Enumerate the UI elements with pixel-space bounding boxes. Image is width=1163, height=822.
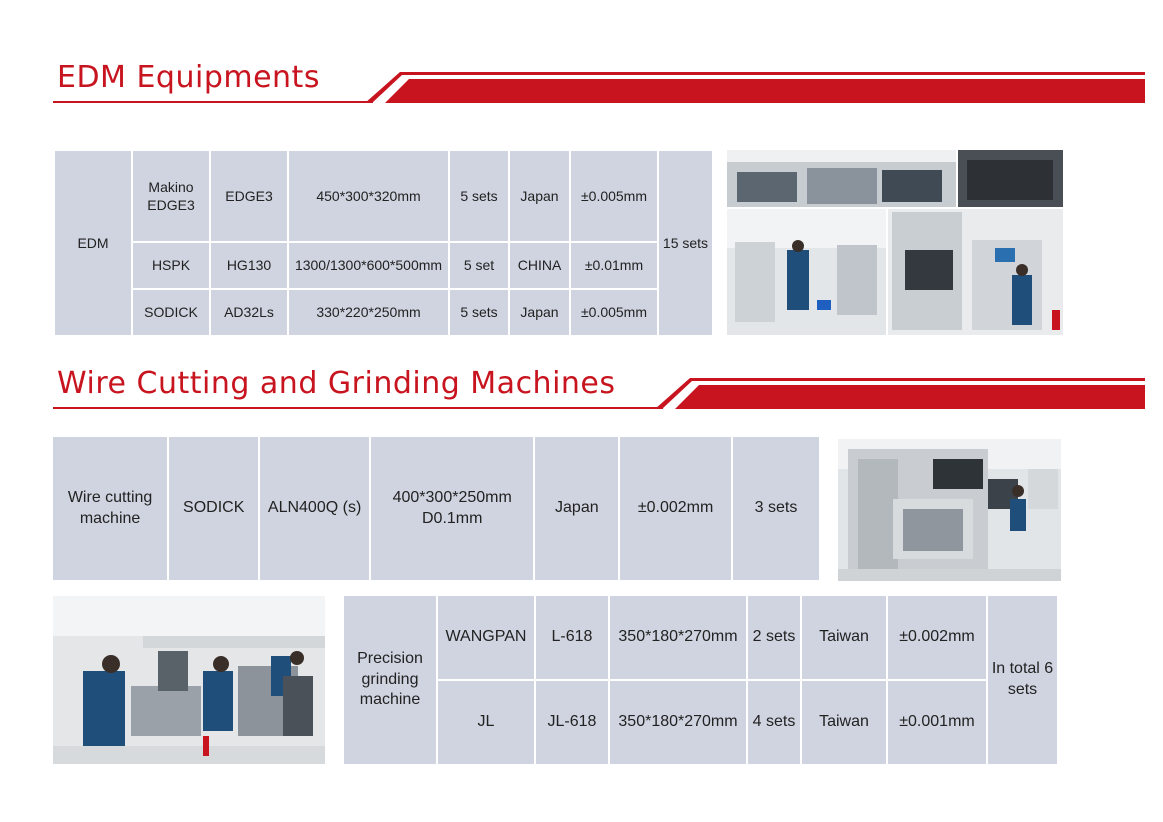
brand-cell: SODICK xyxy=(169,437,258,580)
total-cell: 15 sets xyxy=(659,151,712,335)
table-row xyxy=(344,596,1057,679)
qty-cell: 2 sets xyxy=(748,596,800,679)
edm-workshop-photo xyxy=(727,150,1063,335)
brand-cell: WANGPAN xyxy=(438,596,534,679)
precision-cell: ±0.01mm xyxy=(571,243,657,288)
origin-cell: Taiwan xyxy=(802,681,886,764)
size-cell: 350*180*270mm xyxy=(610,596,746,679)
qty-cell: 5 set xyxy=(450,243,508,288)
origin-cell: Japan xyxy=(510,290,569,335)
table-row xyxy=(344,681,1057,764)
precision-cell: ±0.002mm xyxy=(620,437,731,580)
section-title-wire: Wire Cutting and Grinding Machines xyxy=(57,366,616,401)
qty-cell: 5 sets xyxy=(450,151,508,241)
red-banner xyxy=(655,376,1145,410)
origin-cell: Taiwan xyxy=(802,596,886,679)
category-cell: EDM xyxy=(55,151,131,335)
qty-cell: 3 sets xyxy=(733,437,819,580)
model-cell: EDGE3 xyxy=(211,151,287,241)
origin-cell: Japan xyxy=(535,437,618,580)
edm-table xyxy=(53,149,714,337)
size-cell: 1300/1300*600*500mm xyxy=(289,243,448,288)
precision-cell: ±0.005mm xyxy=(571,151,657,241)
brand-cell: JL xyxy=(438,681,534,764)
model-cell: L-618 xyxy=(536,596,608,679)
precision-cell: ±0.005mm xyxy=(571,290,657,335)
model-cell: JL-618 xyxy=(536,681,608,764)
model-cell: HG130 xyxy=(211,243,287,288)
origin-cell: CHINA xyxy=(510,243,569,288)
precision-cell: ±0.002mm xyxy=(888,596,986,679)
qty-cell: 5 sets xyxy=(450,290,508,335)
brand-cell: SODICK xyxy=(133,290,209,335)
precision-cell: ±0.001mm xyxy=(888,681,986,764)
grinding-photo xyxy=(53,596,325,764)
origin-cell: Japan xyxy=(510,151,569,241)
table-row xyxy=(55,243,712,288)
model-cell: ALN400Q (s) xyxy=(260,437,369,580)
size-cell: 400*300*250mm D0.1mm xyxy=(371,437,534,580)
brand-cell: Makino EDGE3 xyxy=(133,151,209,241)
size-cell: 350*180*270mm xyxy=(610,681,746,764)
grinding-table xyxy=(342,594,1059,766)
table-row xyxy=(55,151,712,241)
wire-cutting-table xyxy=(51,435,829,582)
table-row xyxy=(55,290,712,335)
size-cell: 450*300*320mm xyxy=(289,151,448,241)
spacer-cell xyxy=(821,437,827,580)
qty-cell: 4 sets xyxy=(748,681,800,764)
brand-cell: HSPK xyxy=(133,243,209,288)
red-banner xyxy=(365,70,1145,104)
title-underline xyxy=(53,407,663,409)
machine-name-cell: Precision grinding machine xyxy=(344,596,436,764)
total-cell: In total 6 sets xyxy=(988,596,1057,764)
size-cell: 330*220*250mm xyxy=(289,290,448,335)
title-underline xyxy=(53,101,373,103)
section-title-edm: EDM Equipments xyxy=(57,60,320,95)
table-row xyxy=(53,437,827,580)
model-cell: AD32Ls xyxy=(211,290,287,335)
machine-name-cell: Wire cutting machine xyxy=(53,437,167,580)
wire-cutting-photo xyxy=(838,439,1061,581)
